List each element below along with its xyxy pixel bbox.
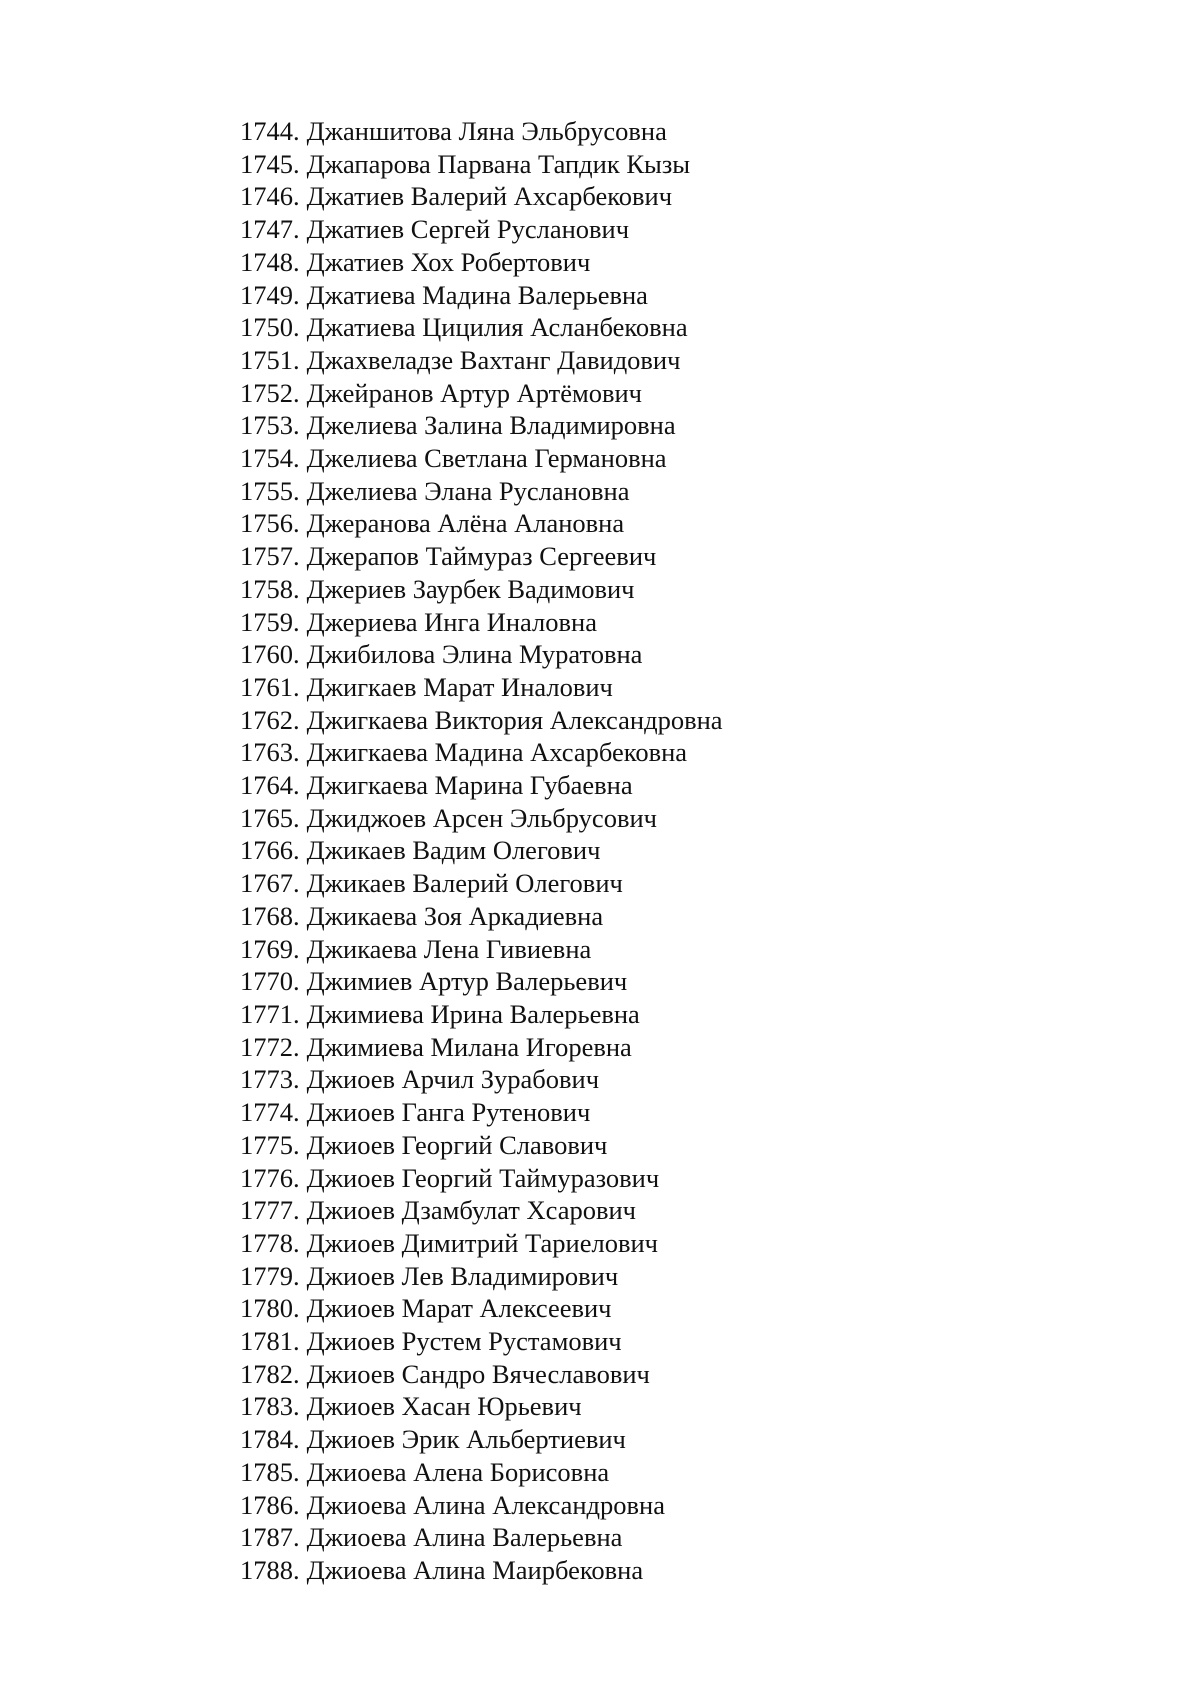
- item-name: Джикаева Лена Гивиевна: [306, 933, 592, 964]
- item-name: Джиоев Хасан Юрьевич: [306, 1391, 582, 1422]
- list-item: [240, 671, 723, 704]
- item-name: Джиоев Эрик Альбертиевич: [306, 1424, 626, 1455]
- item-name: Джерапов Таймураз Сергеевич: [306, 541, 657, 572]
- list-item: [240, 213, 723, 246]
- list-item: [240, 1521, 723, 1554]
- list-item: [240, 1129, 723, 1162]
- item-name: Джелиева Элана Руслановна: [306, 475, 630, 506]
- list-item: [240, 933, 723, 966]
- item-name: Джапарова Парвана Тапдик Кызы: [306, 148, 691, 179]
- item-name: Джатиева Мадина Валерьевна: [306, 279, 648, 310]
- item-name: Джиджоев Арсен Эльбрусович: [306, 802, 657, 833]
- list-item: [240, 1390, 723, 1423]
- item-number: 1774.: [240, 1097, 300, 1128]
- item-name: Джиоев Димитрий Тариелович: [306, 1227, 658, 1258]
- list-item: [240, 311, 723, 344]
- item-number: 1763.: [240, 737, 300, 768]
- list-item: [240, 867, 723, 900]
- list-item: [240, 965, 723, 998]
- list-item: [240, 180, 723, 213]
- list-item: [240, 802, 723, 835]
- list-item: [240, 1031, 723, 1064]
- list-item: [240, 344, 723, 377]
- item-number: 1771.: [240, 998, 300, 1029]
- item-number: 1747.: [240, 214, 300, 245]
- item-name: Джиоев Арчил Зурабович: [306, 1064, 600, 1095]
- item-name: Джиоев Марат Алексеевич: [306, 1293, 612, 1324]
- list-item: [240, 1162, 723, 1195]
- list-item: [240, 246, 723, 279]
- item-name: Джатиев Хох Робертович: [306, 246, 591, 277]
- list-item: [240, 1489, 723, 1522]
- item-name: Джигкаева Марина Губаевна: [306, 770, 633, 801]
- item-name: Джиоева Алина Валерьевна: [306, 1522, 623, 1553]
- list-item: [240, 769, 723, 802]
- item-number: 1744.: [240, 116, 300, 146]
- item-number: 1755.: [240, 475, 300, 506]
- item-number: 1749.: [240, 279, 300, 310]
- item-name: Джиоева Алина Маирбековна: [306, 1554, 644, 1585]
- item-number: 1781.: [240, 1326, 300, 1357]
- item-name: Джимиева Ирина Валерьевна: [306, 998, 640, 1029]
- item-name: Джиоев Дзамбулат Хсарович: [306, 1195, 636, 1226]
- list-item: [240, 1260, 723, 1293]
- item-number: 1786.: [240, 1489, 300, 1520]
- item-number: 1751.: [240, 344, 300, 375]
- item-number: 1760.: [240, 639, 300, 670]
- item-name: Джигкаев Марат Иналович: [306, 671, 613, 702]
- list-item: [240, 638, 723, 671]
- list-item: [240, 1325, 723, 1358]
- item-name: Джиоев Георгий Таймуразович: [306, 1162, 660, 1193]
- list-item: [240, 409, 723, 442]
- item-number: 1784.: [240, 1424, 300, 1455]
- item-number: 1772.: [240, 1031, 300, 1062]
- item-name: Джимиев Артур Валерьевич: [306, 966, 628, 997]
- item-name: Джиоев Ганга Рутенович: [306, 1097, 591, 1128]
- item-number: 1773.: [240, 1064, 300, 1095]
- item-number: 1767.: [240, 868, 300, 899]
- item-name: Джериев Заурбек Вадимович: [306, 573, 635, 604]
- item-name: Джиоев Сандро Вячеславович: [306, 1358, 650, 1389]
- item-name: Джикаев Вадим Олегович: [306, 835, 601, 866]
- item-name: Джахвеладзе Вахтанг Давидович: [306, 344, 681, 375]
- list-item: [240, 1456, 723, 1489]
- item-number: 1766.: [240, 835, 300, 866]
- list-item: [240, 1554, 723, 1587]
- list-item: [240, 1292, 723, 1325]
- item-number: 1785.: [240, 1456, 300, 1487]
- item-number: 1762.: [240, 704, 300, 735]
- item-number: 1764.: [240, 770, 300, 801]
- item-name: Джикаев Валерий Олегович: [306, 868, 623, 899]
- item-number: 1776.: [240, 1162, 300, 1193]
- item-name: Джейранов Артур Артёмович: [306, 377, 643, 408]
- item-name: Джиоева Алина Александровна: [306, 1489, 665, 1520]
- list-item: [240, 115, 723, 148]
- list-item: [240, 1358, 723, 1391]
- item-number: 1757.: [240, 541, 300, 572]
- item-number: 1745.: [240, 148, 300, 179]
- list-item: [240, 573, 723, 606]
- item-name: Джиоев Рустем Рустамович: [306, 1326, 622, 1357]
- item-number: 1752.: [240, 377, 300, 408]
- item-number: 1778.: [240, 1227, 300, 1258]
- item-number: 1769.: [240, 933, 300, 964]
- item-name: Джатиева Цицилия Асланбековна: [306, 312, 688, 343]
- item-name: Джиоев Георгий Славович: [306, 1129, 608, 1160]
- item-name: Джигкаева Виктория Александровна: [306, 704, 723, 735]
- item-number: 1777.: [240, 1195, 300, 1226]
- item-name: Джигкаева Мадина Ахсарбековна: [306, 737, 688, 768]
- item-name: Джимиева Милана Игоревна: [306, 1031, 632, 1062]
- item-number: 1779.: [240, 1260, 300, 1291]
- list-item: [240, 834, 723, 867]
- list-item: [240, 606, 723, 639]
- item-name: Джелиева Светлана Германовна: [306, 443, 667, 474]
- item-number: 1758.: [240, 573, 300, 604]
- item-name: Джеранова Алёна Алановна: [306, 508, 625, 539]
- item-name: Джатиев Валерий Ахсарбекович: [306, 181, 673, 212]
- item-number: 1788.: [240, 1554, 300, 1585]
- item-name: Джаншитова Ляна Эльбрусовна: [306, 116, 667, 146]
- item-name: Джелиева Залина Владимировна: [306, 410, 676, 441]
- list-item: [240, 475, 723, 508]
- list-item: [240, 148, 723, 181]
- list-item: [240, 1227, 723, 1260]
- list-item: [240, 1096, 723, 1129]
- list-item: [240, 1423, 723, 1456]
- list-item: [240, 279, 723, 312]
- list-item: [240, 507, 723, 540]
- item-number: 1782.: [240, 1358, 300, 1389]
- list-item: [240, 1063, 723, 1096]
- item-number: 1761.: [240, 671, 300, 702]
- item-number: 1754.: [240, 443, 300, 474]
- item-name: Джатиев Сергей Русланович: [306, 214, 630, 245]
- item-number: 1746.: [240, 181, 300, 212]
- item-number: 1759.: [240, 606, 300, 637]
- list-item: [240, 704, 723, 737]
- item-number: 1780.: [240, 1293, 300, 1324]
- list-item: [240, 442, 723, 475]
- list-item: [240, 1194, 723, 1227]
- item-number: 1775.: [240, 1129, 300, 1160]
- list-item: [240, 377, 723, 410]
- item-number: 1748.: [240, 246, 300, 277]
- item-number: 1753.: [240, 410, 300, 441]
- item-name: Джиоева Алена Борисовна: [306, 1456, 610, 1487]
- item-number: 1765.: [240, 802, 300, 833]
- item-name: Джериева Инга Иналовна: [306, 606, 597, 637]
- item-name: Джиоев Лев Владимирович: [306, 1260, 619, 1291]
- name-list: [240, 115, 723, 1587]
- item-number: 1756.: [240, 508, 300, 539]
- item-number: 1750.: [240, 312, 300, 343]
- item-number: 1770.: [240, 966, 300, 997]
- item-number: 1768.: [240, 900, 300, 931]
- item-name: Джикаева Зоя Аркадиевна: [306, 900, 604, 931]
- list-item: [240, 900, 723, 933]
- list-item: [240, 998, 723, 1031]
- list-item: [240, 540, 723, 573]
- list-item: [240, 736, 723, 769]
- item-name: Джибилова Элина Муратовна: [306, 639, 643, 670]
- item-number: 1783.: [240, 1391, 300, 1422]
- item-number: 1787.: [240, 1522, 300, 1553]
